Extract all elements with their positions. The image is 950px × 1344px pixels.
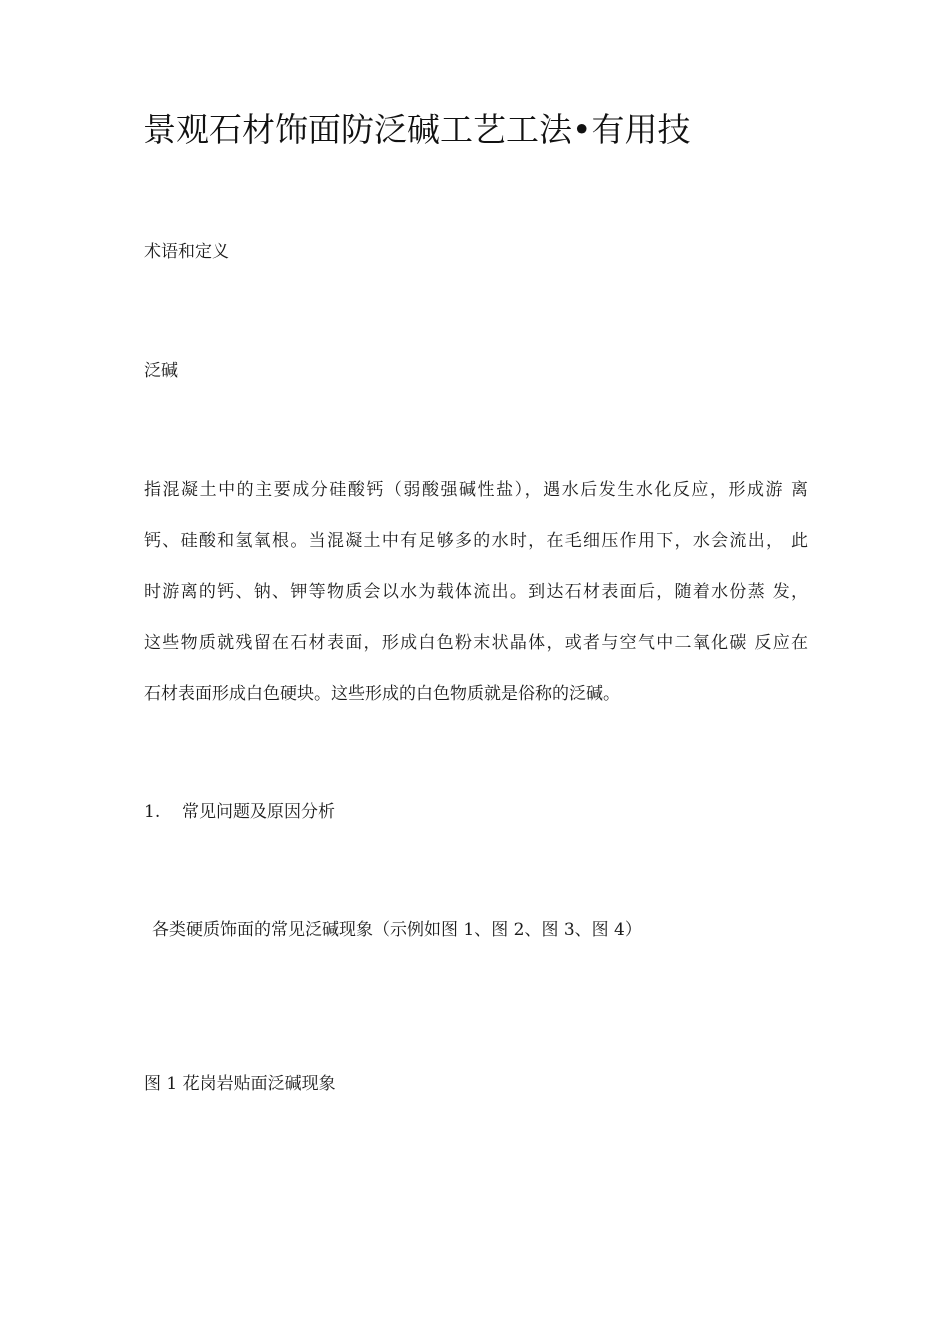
- subheading: 各类硬质饰面的常见泛碱现象（示例如图 1、图 2、图 3、图 4）: [152, 920, 642, 940]
- figure-1-caption: 图 1 花岗岩贴面泛碱现象: [144, 1074, 336, 1094]
- document-title: 景观石材饰面防泛碱工艺工法•有用技: [143, 110, 691, 149]
- definition-line: 钙、硅酸和氢氧根。当混凝土中有足够多的水时，在毛细压作用下，水会流出， 此: [144, 531, 808, 551]
- definition-line: 指混凝土中的主要成分硅酸钙（弱酸强碱性盐），遇水后发生水化反应，形成游 离: [144, 480, 808, 500]
- definition-line: 这些物质就残留在石材表面，形成白色粉末状晶体，或者与空气中二氧化碳 反应在: [144, 633, 808, 653]
- definition-line: 石材表面形成白色硬块。这些形成的白色物质就是俗称的泛碱。: [144, 684, 620, 704]
- section-terms-heading: 术语和定义: [144, 242, 229, 262]
- heading-1: [144, 800, 335, 824]
- definition-line: 时游离的钙、钠、钾等物质会以水为载体流出。到达石材表面后，随着水份蒸 发，: [144, 582, 808, 602]
- definition-paragraph: [144, 478, 808, 733]
- term-name: 泛碱: [144, 361, 178, 381]
- heading-1-text: 常见问题及原因分析: [182, 802, 335, 822]
- heading-1-number: 1.: [144, 802, 161, 822]
